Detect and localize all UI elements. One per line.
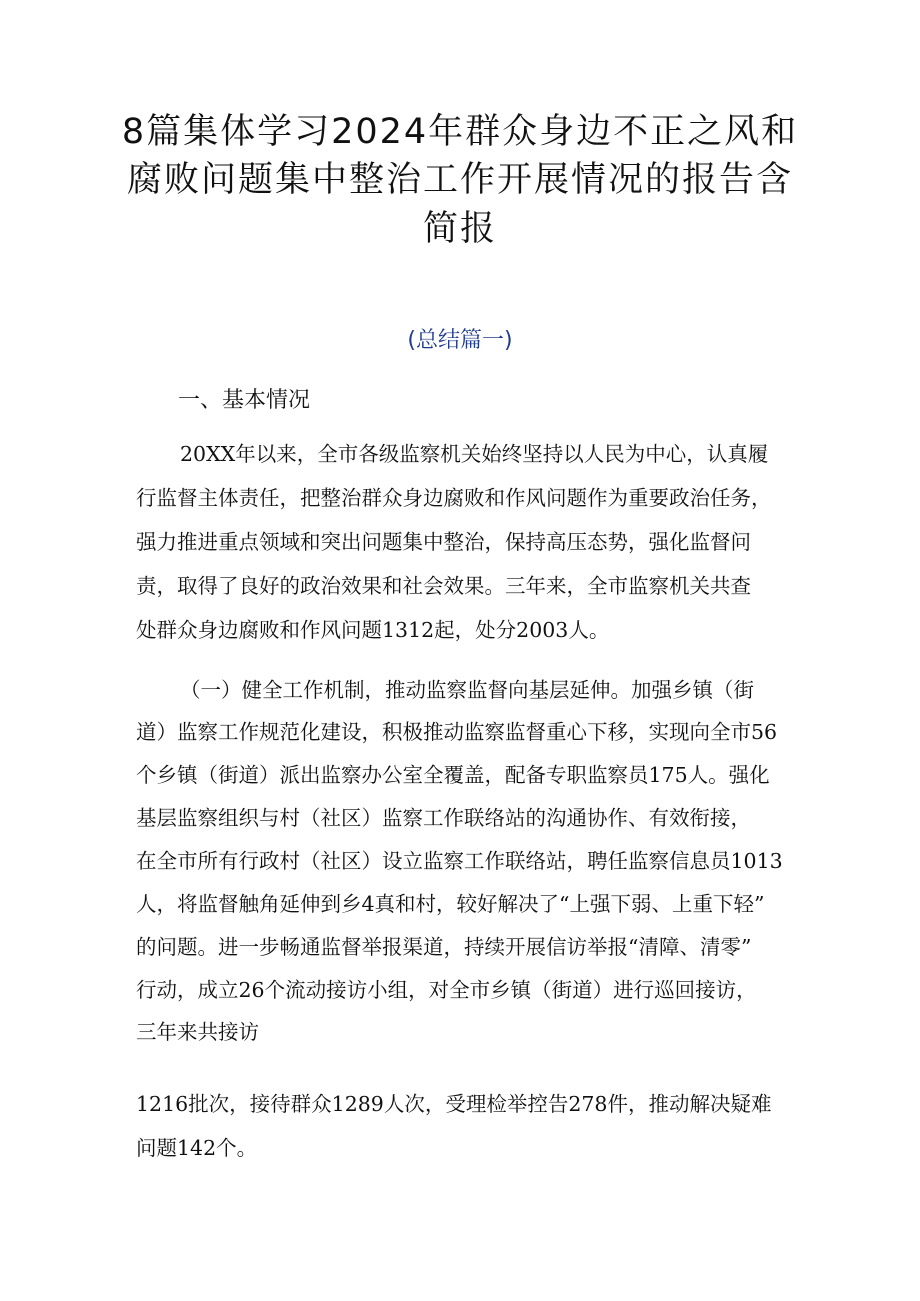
paragraph-2-line: 行动，成立26个流动接访小组，对全市乡镇（街道）进行巡回接访， [136,978,757,1002]
paragraph-1-line: 行监督主体责任，把整治群众身边腐败和作风问题作为重要政治任务， [136,486,772,510]
paragraph-2-line: 三年来共接访 [136,1020,259,1044]
paragraph-2-line: 道）监察工作规范化建设，积极推动监察监督重心下移，实现向全市56 [136,720,778,744]
paragraph-2-line: 人，将监督触角延伸到乡4真和村，较好解决了“上强下弱、上重下轻” [136,892,765,916]
paragraph-3-line: 问题142个。 [136,1136,258,1160]
paragraph-2-line: （一）健全工作机制，推动监察监督向基层延伸。加强乡镇（街 [180,678,754,702]
paragraph-2-line: 基层监察组织与村（社区）监察工作联络站的沟通协作、有效衔接， [136,806,751,830]
paragraph-2-line: 在全市所有行政村（社区）设立监察工作联络站，聘任监察信息员1013 [136,849,783,873]
section-heading: 一、基本情况 [178,388,311,413]
paragraph-2-line: 个乡镇（街道）派出监察办公室全覆盖，配备专职监察员175人。强化 [136,763,770,787]
paragraph-1-line: 强力推进重点领域和突出问题集中整治，保持高压态势，强化监督问 [136,530,751,554]
paragraph-1-line: 责，取得了良好的政治效果和社会效果。三年来，全市监察机关共查 [136,574,751,598]
paragraph-3-line: 1216批次，接待群众1289人次，受理检举控告278件，推动解决疑难 [136,1092,772,1116]
title-line-1: 8篇集体学习2024年群众身边不正之风和 [121,112,799,152]
section-label: (总结篇一) [407,328,513,353]
paragraph-1-line: 处群众身边腐败和作风问题1312起，处分2003人。 [136,618,610,642]
paragraph-2-line: 的问题。进一步畅通监督举报渠道，持续开展信访举报“清障、清零” [136,935,752,959]
title-line-3: 简报 [422,209,497,249]
paragraph-1-line: 20XX年以来，全市各级监察机关始终坚持以人民为中心，认真履 [180,442,769,466]
title-line-2: 腐败问题集中整治工作开展情况的报告含 [126,160,793,200]
